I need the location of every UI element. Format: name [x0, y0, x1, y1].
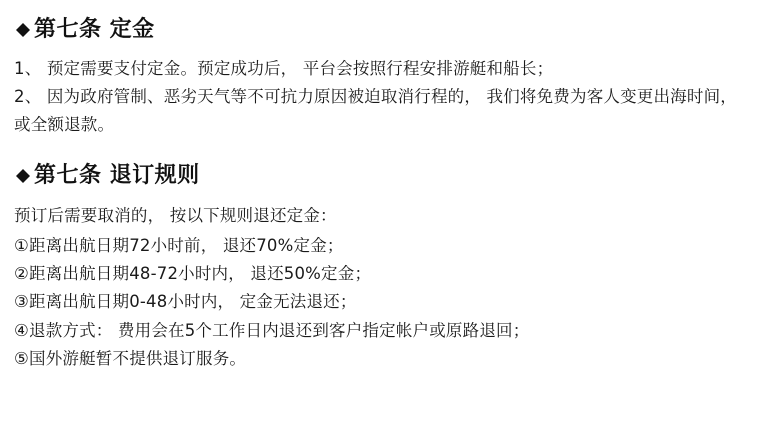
section-cancellation-body: [14, 202, 756, 373]
black-diamond-icon: [14, 167, 32, 185]
list-item: ⑤国外游艇暂不提供退订服务。: [14, 349, 247, 369]
deposit-paragraph-2: 2、 因为政府管制、恶劣天气等不可抗力原因被迫取消行程的， 我们将免费为客人变更出海时间， 或全额退款。: [14, 86, 743, 135]
cancellation-rule-list: [14, 232, 756, 374]
list-item: ③距离出航日期0-48小时内， 定金无法退还；: [14, 292, 357, 312]
section-deposit-title: 第七条 定金: [34, 17, 155, 42]
deposit-paragraph-1: 1、 预定需要支付定金。预定成功后， 平台会按照行程安排游艇和船长；: [14, 58, 554, 78]
section-deposit-heading: [14, 16, 756, 45]
section-cancellation-heading: [14, 162, 756, 191]
section-cancellation-title: 第七条 退订规则: [34, 162, 200, 188]
list-item: ④退款方式： 费用会在5个工作日内退还到客户指定帐户或原路退回；: [14, 320, 530, 340]
black-diamond-icon: [14, 21, 32, 39]
list-item: ①距离出航日期72小时前， 退还70%定金；: [14, 235, 344, 255]
section-cancellation: [14, 162, 756, 374]
list-item: ②距离出航日期48-72小时内， 退还50%定金；: [14, 264, 372, 284]
section-deposit: [14, 16, 756, 140]
section-deposit-body: [14, 55, 756, 140]
cancellation-intro: 预订后需要取消的， 按以下规则退还定金：: [14, 206, 337, 226]
